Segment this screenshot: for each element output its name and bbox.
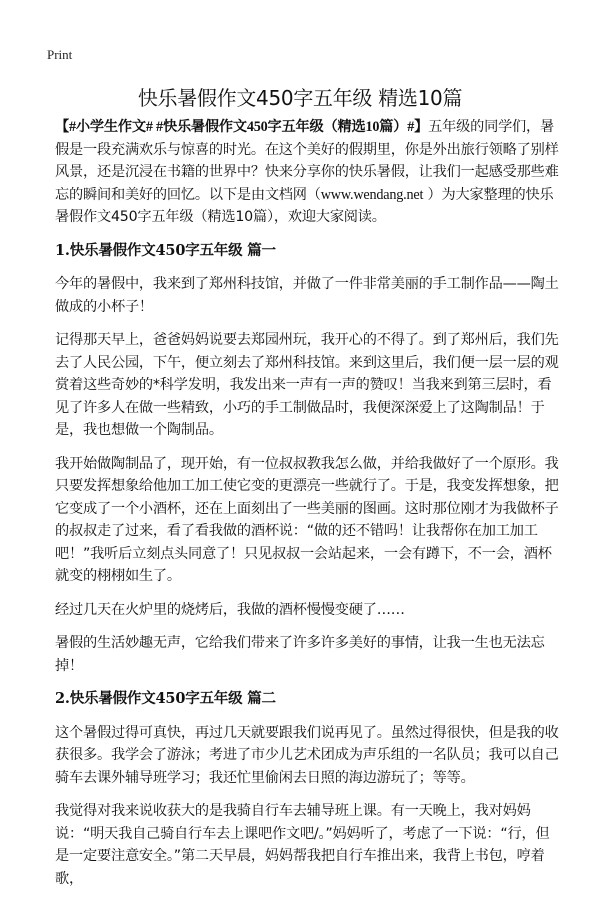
section-heading-1: 1.快乐暑假作文450字五年级 篇一: [55, 241, 276, 259]
intro-text: 五年级的同学们，暑假是一段充满欢乐与惊喜的时光。在这个美好的假期里，你是外出旅行领略了别样风景，还是沉浸在书籍的世界中？快来分享你的快乐暑假，让我们一起感受那些难忘的瞬间和美好的回忆。以下是由文档网（: [55, 119, 559, 203]
article-body: [55, 116, 560, 901]
page-title: 快乐暑假作文450字五年级 精选10篇: [137, 86, 463, 110]
print-link[interactable]: Print: [47, 47, 73, 62]
paragraph: 今年的暑假中，我来到了郑州科技馆，并做了一件非常美丽的手工制作品——陶土做成的小杯子！: [55, 276, 559, 315]
paragraph: 我觉得对我来说收获大的是我骑自行车去辅导班上课。有一天晚上，我对妈妈说：“明天我自己骑自行车去上课吧作文吧/。”妈妈听了，考虑了一下说：“行，但是一定要注意安全。”第二天早晨，妈妈帮我把自行车推出来，我背上书包，哼着歌，: [55, 803, 550, 887]
paragraph: 记得那天早上，爸爸妈妈说要去郑园州玩，我开心的不得了。到了郑州后，我们先去了人民公园，下午，便立刻去了郑州科技馆。来到这里后，我们便一层一层的观赏着这些奇妙的*科学发明，我发出来一声有一声的赞叹！当我来到第三层时，看见了许多人在做一些精致，小巧的手工制做品时，我便深深爱上了这陶制品！于是，我也想做一个陶制品。: [55, 332, 559, 438]
site-url: www.wendang.net: [320, 186, 424, 203]
intro-text-end: ）为大家整理的快乐暑假作文450字五年级（精选10篇），欢迎大家阅读。: [55, 186, 554, 225]
paragraph: 暑假的生活妙趣无声，它给我们带来了许多许多美好的事情，让我一生也无法忘掉！: [55, 635, 545, 674]
paragraph: 我开始做陶制品了，现开始，有一位叔叔教我怎么做，并给我做好了一个原形。我只要发挥想象给他加工加工使它变的更漂亮一些就行了。于是，我变发挥想象，把它变成了一个小酒杯，还在上面刻出了一些美丽的图画。这时那位刚才为我做杯子的叔叔走了过来，看了看我做的酒杯说：“做的还不错吗！让我帮你在加工加工吧！”我听后立刻点头同意了！只见叔叔一会站起来，一会有蹲下，不一会，酒杯就变的栩栩如生了。: [55, 455, 559, 584]
paragraph: 这个暑假过得可真快，再过几天就要跟我们说再见了。虽然过得很快，但是我的收获很多。我学会了游泳；考进了市少儿艺术团成为声乐组的一名队员；我可以自己骑车去课外辅导班学习；我还忙里偷闲去日照的海边游玩了；等等。: [55, 724, 559, 786]
section-heading-2: 2.快乐暑假作文450字五年级 篇二: [55, 690, 276, 707]
intro-paragraph: [55, 116, 560, 229]
intro-tag: 【#小学生作文# #快乐暑假作文450字五年级（精选10篇）#】: [55, 119, 429, 135]
paragraph: 经过几天在火炉里的烧烤后，我做的酒杯慢慢变硬了……: [55, 601, 405, 618]
